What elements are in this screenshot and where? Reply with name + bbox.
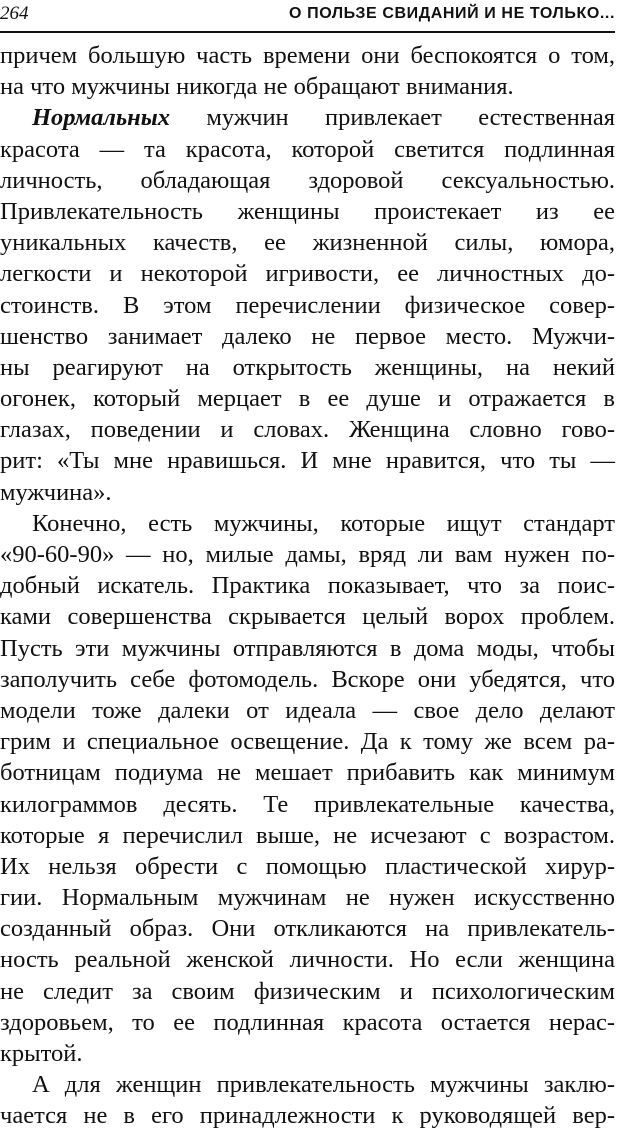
text-line: уникальных качеств, ее жизненной силы, юмора, (0, 229, 615, 257)
text-line: легкости и некоторой игривости, ее личностных до- (0, 260, 615, 288)
text-line: мужчина». (0, 478, 112, 506)
text-line: созданный образ. Они откликаются на привлекатель- (0, 915, 615, 943)
text-line: стоинств. В этом перечислении физическое совер- (0, 291, 615, 319)
text-line: причем большую часть времени они беспокоятся о том, (0, 42, 615, 69)
text-line: Их нельзя обрести с помощью пластической хирур- (0, 852, 615, 880)
text-line: «90-60-90» — но, милые дамы, вряд ли вам нужен по- (0, 541, 615, 568)
text-line: крытой. (0, 1040, 83, 1067)
text-line: чается не в его принадлежности к руководящей вер- (0, 1102, 615, 1130)
page-number: 264 (0, 3, 29, 24)
text-line: шенство занимает далеко не первое место. Мужчи- (0, 322, 615, 350)
text-line: грим и специальное освещение. Да к тому же всем ра- (0, 728, 615, 756)
paragraph-start-line: Конечно, есть мужчины, которые ищут стандарт (32, 509, 615, 537)
body-text (0, 40, 620, 1132)
page-header (0, 2, 615, 28)
text-line: Привлекательность женщины проистекает из ее (0, 197, 615, 225)
text-line: которые я перечислил выше, не исчезают с возрастом. (0, 821, 615, 849)
text-line: ность реальной женской личности. Но если женщина (0, 946, 615, 974)
emphasized-word: Нормальных (32, 104, 170, 132)
text-line: ками совершенства скрывается целый ворох проблем. (0, 603, 615, 631)
text-line: не следит за своим физическим и психологическим (0, 977, 615, 1005)
text-line: красота — та красота, которой светится подлинная (0, 135, 615, 163)
text-line-rest: мужчин привлекает естественная (206, 104, 615, 132)
text-line: рит: «Ты мне нравишься. И мне нравится, что ты — (0, 447, 615, 475)
paragraph-start-line (0, 102, 615, 133)
text-line: огонек, который мерцает в ее душе и отражается в (0, 385, 615, 413)
text-line: личность, обладающая здоровой сексуальностью. (0, 166, 615, 194)
text-line: ботницам подиума не мешает прибавить как минимум (0, 759, 615, 787)
text-line: килограммов десять. Те привлекательные качества, (0, 790, 615, 818)
text-line: ны реагируют на открытость женщины, на некий (0, 353, 615, 381)
text-line: на что мужчины никогда не обращают внимания. (0, 73, 514, 101)
text-line: глазах, поведении и словах. Женщина словно гово- (0, 416, 615, 444)
paragraph-start-line: А для женщин привлекательность мужчины заклю- (32, 1071, 615, 1099)
running-head: О ПОЛЬЗЕ СВИДАНИЙ И НЕ ТОЛЬКО... (289, 5, 615, 22)
text-line: добный искатель. Практика показывает, что за поис- (0, 572, 615, 600)
text-line: Пусть эти мужчины отправляются в дома моды, чтобы (0, 634, 615, 662)
text-line: модели тоже далеки от идеала — свое дело делают (0, 696, 615, 724)
text-line: заполучить себе фотомодель. Вскоре они убедятся, что (0, 665, 615, 693)
text-line: гии. Нормальным мужчинам не нужен искусственно (0, 884, 615, 912)
header-rule (0, 31, 615, 33)
text-line: здоровьем, то ее подлинная красота остается нерас- (0, 1008, 615, 1036)
